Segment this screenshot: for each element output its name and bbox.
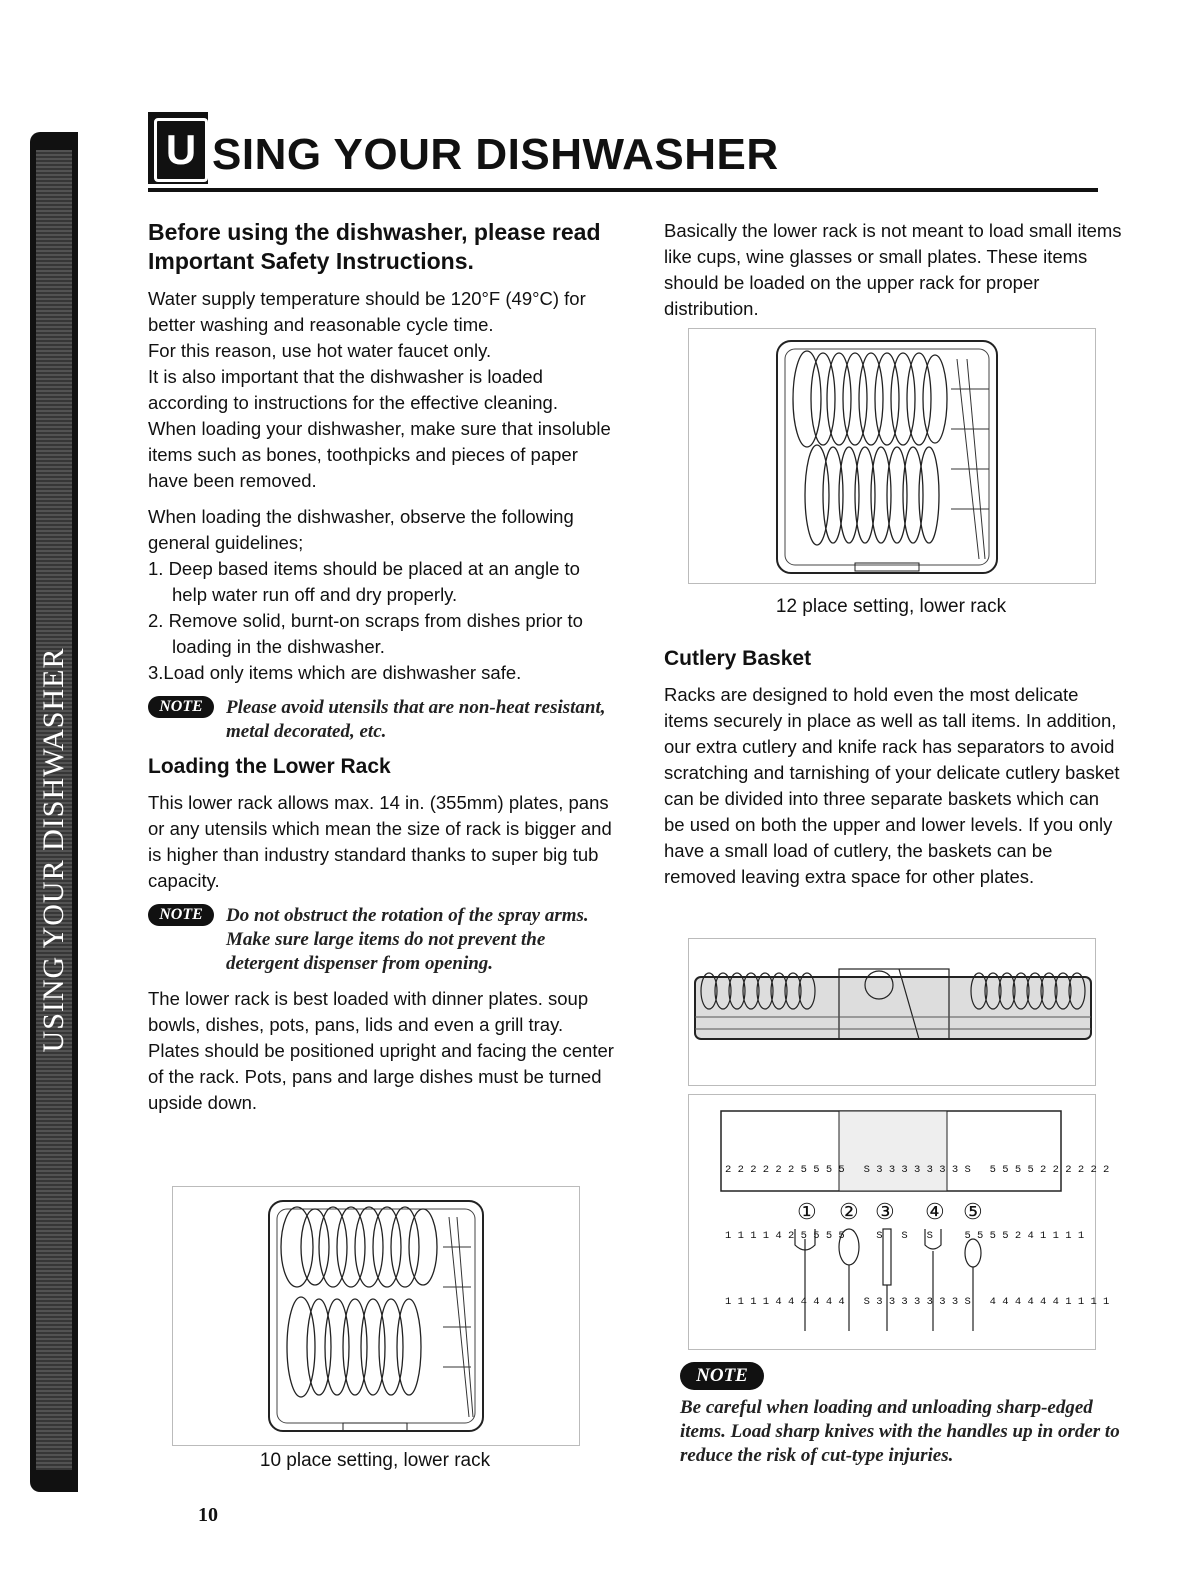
safety-lead: Before using the dishwasher, please read Important Safety Instructions. bbox=[148, 219, 601, 274]
note-3 bbox=[680, 1362, 1120, 1468]
left-para-2: When loading the dishwasher, observe the following general guidelines; bbox=[148, 506, 574, 553]
right-column-cutlery bbox=[664, 642, 1124, 900]
cutlery-grid-figure bbox=[688, 1094, 1110, 1350]
marker-5: ⑤ bbox=[963, 1199, 983, 1224]
note-2 bbox=[148, 904, 618, 976]
lower-rack-12-caption: 12 place setting, lower rack bbox=[775, 596, 1007, 617]
side-tab-label: USING YOUR DISHWASHER bbox=[37, 647, 70, 1053]
list-item: 3.Load only items which are dishwasher safe. bbox=[148, 662, 522, 683]
note-badge: NOTE bbox=[148, 696, 214, 718]
left-para-3: This lower rack allows max. 14 in. (355mm) plates, pans or any utensils which mean the size of rack is bigger and is higher than industry standard thanks to super big tub capacity. bbox=[148, 792, 612, 891]
guidelines-list bbox=[148, 556, 618, 686]
marker-2: ② bbox=[839, 1199, 859, 1224]
note-badge: NOTE bbox=[148, 904, 214, 926]
title-initial-box bbox=[148, 112, 208, 184]
right-para-1: Basically the lower rack is not meant to load small items like cups, wine glasses or small plates. These items should be loaded on the upper rack for proper distribution. bbox=[664, 220, 1122, 319]
page-title bbox=[148, 112, 1098, 192]
lower-rack-10-figure bbox=[172, 1186, 580, 1446]
right-column-top bbox=[664, 218, 1124, 332]
grid-row: 1 1 1 1 4 2 5 5 5 5 S S S 5 5 5 5 2 4 1 1 1 1 bbox=[725, 1230, 1085, 1242]
heading-lower-rack: Loading the Lower Rack bbox=[148, 755, 391, 778]
cutlery-basket-figure bbox=[688, 938, 1096, 1086]
note-badge: NOTE bbox=[680, 1362, 764, 1390]
lower-rack-12-figure bbox=[688, 328, 1096, 584]
note-text: Be careful when loading and unloading sharp-edged items. Load sharp knives with the handles up in order to reduce the risk of cut-type injuries. bbox=[680, 1397, 1120, 1466]
marker-1: ① bbox=[797, 1199, 817, 1224]
grid-row: 2 2 2 2 2 2 5 5 5 5 S 3 3 3 3 3 3 3 S 5 5 5 5 2 2 2 2 2 2 bbox=[725, 1164, 1110, 1176]
title-text: SING YOUR DISHWASHER bbox=[212, 130, 779, 179]
note-text: Do not obstruct the rotation of the spray arms. Make sure large items do not prevent the detergent dispenser from opening. bbox=[226, 905, 589, 974]
note-text: Please avoid utensils that are non-heat resistant, metal decorated, etc. bbox=[226, 697, 606, 742]
marker-3: ③ bbox=[875, 1199, 895, 1224]
right-para-2: Racks are designed to hold even the most delicate items securely in place as well as tall items. In addition, our extra cutlery and knife rack has separators to avoid scratching and tarnishing of your delicate cutlery basket can be divided into three separate baskets which can be used on both the upper and lower levels. If you only have a small load of cutlery, the baskets can be removed leaving extra space for other plates. bbox=[664, 684, 1120, 887]
left-column bbox=[148, 218, 618, 1126]
page-number: 10 bbox=[198, 1504, 218, 1526]
lower-rack-12-illustration bbox=[689, 329, 1095, 583]
note-1 bbox=[148, 696, 618, 744]
lower-rack-10-caption: 10 place setting, lower rack bbox=[259, 1450, 491, 1471]
list-item: 1. Deep based items should be placed at an angle to help water run off and dry properly. bbox=[148, 558, 580, 605]
grid-row: 1 1 1 1 4 4 4 4 4 4 S 3 3 3 3 3 3 3 S 4 4 4 4 4 4 1 1 1 1 bbox=[725, 1296, 1110, 1308]
cutlery-basket-illustration bbox=[689, 939, 1095, 1085]
left-para-1: Water supply temperature should be 120°F (49°C) for better washing and reasonable cycle time. For this reason, use hot water faucet only. It is also important that the dishwasher is loaded according to instructions for the effective cleaning. When loading your dishwasher, make sure that insoluble items such as bones, toothpicks and pieces of paper have been removed. bbox=[148, 288, 611, 491]
title-initial: U bbox=[154, 118, 208, 182]
list-item: 2. Remove solid, burnt-on scraps from dishes prior to loading in the dishwasher. bbox=[148, 610, 583, 657]
marker-4: ④ bbox=[925, 1199, 945, 1224]
left-para-4: The lower rack is best loaded with dinner plates. soup bowls, dishes, pots, pans, lids and even a grill tray. Plates should be positioned upright and facing the center of the rack. Pots, pans and large dishes must be turned upside down. bbox=[148, 988, 614, 1113]
heading-cutlery-basket: Cutlery Basket bbox=[664, 647, 812, 670]
lower-rack-10-illustration bbox=[173, 1187, 579, 1445]
cutlery-grid-labels bbox=[725, 1115, 1110, 1357]
